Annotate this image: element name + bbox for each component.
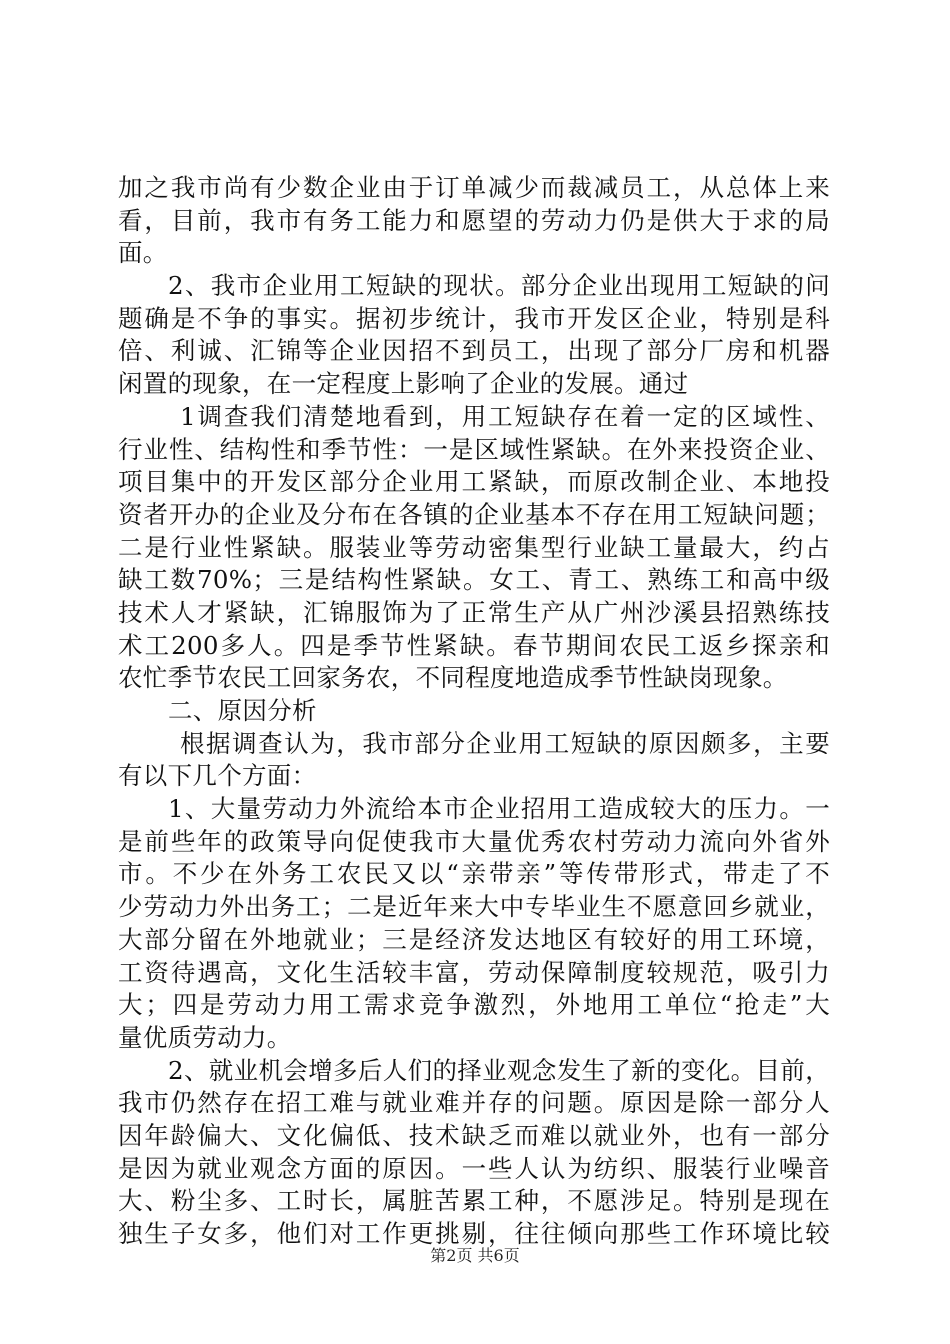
text-line: 二、原因分析: [168, 696, 317, 725]
text-line: 大；四是劳动力用工需求竞争激烈，外地用工单位“抢走”大: [118, 990, 830, 1020]
text-line: 1调查我们清楚地看到，用工短缺存在着一定的区域性、: [180, 401, 830, 431]
text-line: 看，目前，我市有务工能力和愿望的劳动力仍是供大于求的局: [118, 205, 830, 235]
text-line: 大、粉尘多、工时长，属脏苦累工种，不愿涉足。特别是现在: [118, 1186, 830, 1216]
text-line: 面。: [118, 238, 168, 268]
text-line: 闲置的现象，在一定程度上影响了企业的发展。通过: [118, 369, 689, 399]
text-line: 少劳动力外出务工；二是近年来大中专毕业生不愿意回乡就业，: [118, 892, 830, 922]
text-line: 2、我市企业用工短缺的现状。部分企业出现用工短缺的问: [168, 271, 830, 301]
document-body: [118, 172, 830, 1251]
text-line: 是因为就业观念方面的原因。一些人认为纺织、服装行业噪音: [118, 1153, 830, 1183]
text-line: 项目集中的开发区部分企业用工紧缺，而原改制企业、本地投: [118, 467, 830, 497]
text-line: 我市仍然存在招工难与就业难并存的问题。原因是除一部分人: [118, 1088, 830, 1118]
text-line: 术工200多人。四是季节性紧缺。春节期间农民工返乡探亲和: [118, 630, 830, 660]
text-line: 是前些年的政策导向促使我市大量优秀农村劳动力流向外省外: [118, 826, 830, 856]
text-line: 因年龄偏大、文化偏低、技术缺乏而难以就业外，也有一部分: [118, 1120, 830, 1150]
text-line: 题确是不争的事实。据初步统计，我市开发区企业，特别是科: [118, 303, 830, 333]
text-line: 有以下几个方面：: [118, 761, 317, 791]
text-line: 市。不少在外务工农民又以“亲带亲”等传带形式，带走了不: [118, 859, 830, 889]
text-line: 独生子女多，他们对工作更挑剔，往往倾向那些工作环境比较: [118, 1219, 830, 1248]
text-line: 工资待遇高，文化生活较丰富，劳动保障制度较规范，吸引力: [118, 957, 830, 987]
text-line: 行业性、结构性和季节性：一是区域性紧缺。在外来投资企业、: [118, 434, 830, 464]
text-line: 根据调查认为，我市部分企业用工短缺的原因颇多，主要: [180, 728, 830, 758]
text-line: 缺工数70%；三是结构性紧缺。女工、青工、熟练工和高中级: [118, 565, 830, 595]
text-line: 1、大量劳动力外流给本市企业招用工造成较大的压力。一: [168, 794, 830, 824]
text-line: 二是行业性紧缺。服装业等劳动密集型行业缺工量最大，约占: [118, 532, 830, 562]
text-line: 农忙季节农民工回家务农，不同程度地造成季节性缺岗现象。: [118, 663, 788, 693]
page-footer: 第2页 共6页: [430, 1246, 520, 1265]
text-line: 量优质劳动力。: [118, 1022, 292, 1052]
text-line: 倍、利诚、汇锦等企业因招不到员工，出现了部分厂房和机器: [118, 336, 830, 366]
text-line: 资者开办的企业及分布在各镇的企业基本不存在用工短缺问题；: [118, 499, 830, 529]
text-line: 技术人才紧缺，汇锦服饰为了正常生产从广州沙溪县招熟练技: [118, 597, 830, 627]
text-line: 2、就业机会增多后人们的择业观念发生了新的变化。目前，: [168, 1055, 830, 1085]
text-line: 加之我市尚有少数企业由于订单减少而裁减员工，从总体上来: [118, 173, 830, 202]
text-line: 大部分留在外地就业；三是经济发达地区有较好的用工环境，: [118, 924, 830, 954]
